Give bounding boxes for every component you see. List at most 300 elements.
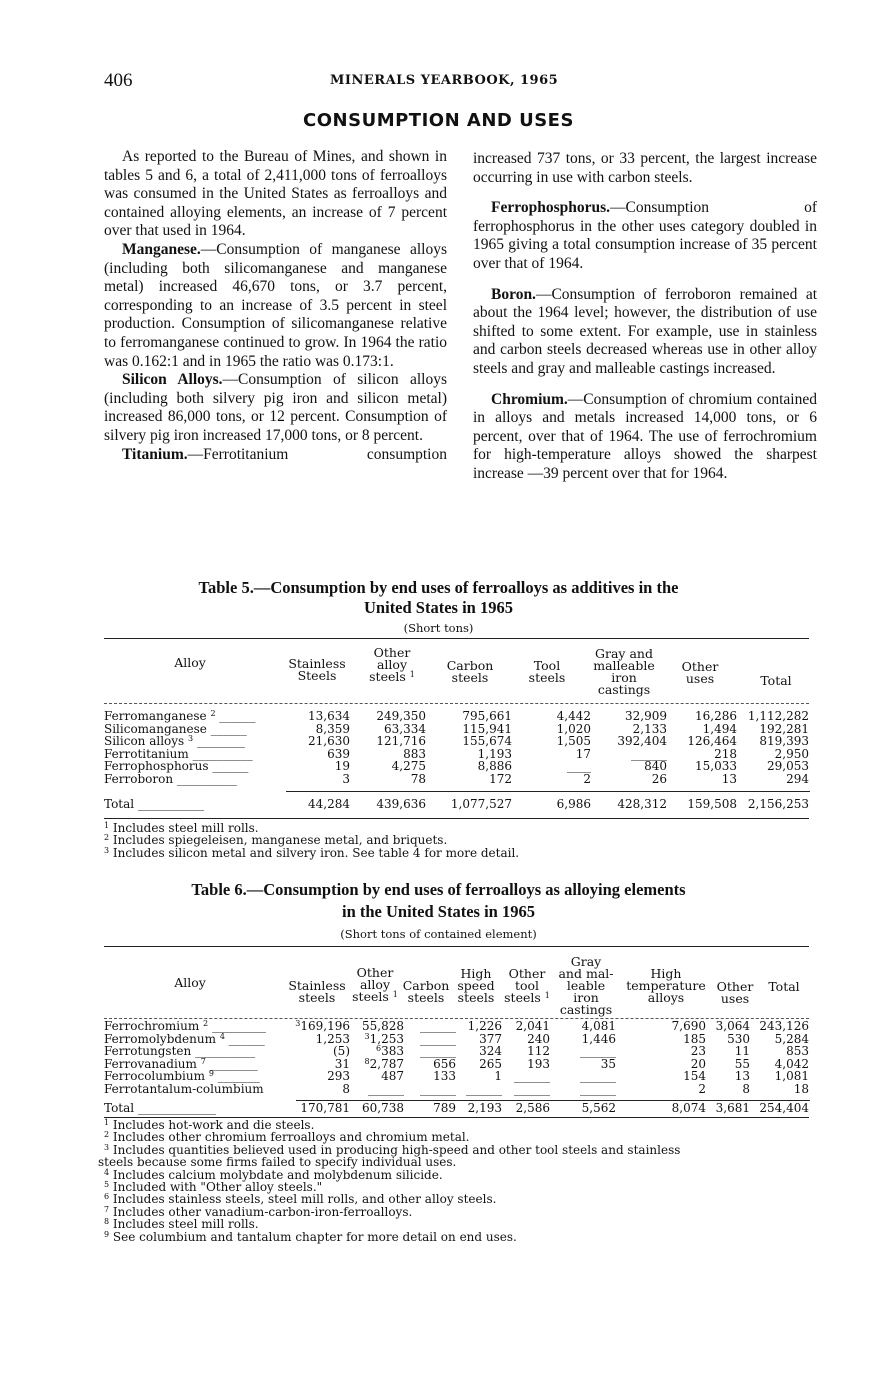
text-column-left xyxy=(104,148,447,464)
cell-value: 172 xyxy=(489,771,512,786)
value-cell xyxy=(550,1083,616,1096)
cell-value: 883 xyxy=(403,746,426,761)
value-cell xyxy=(350,1083,404,1096)
header-line: alloy xyxy=(376,657,408,672)
alloy-name: Ferrovanadium xyxy=(104,1056,197,1071)
footnote-text: Includes hot-work and die steels. xyxy=(112,1118,315,1132)
cell-value: 218 xyxy=(714,746,737,761)
header-line: temperature xyxy=(626,978,706,993)
footnote-mark: 3 xyxy=(295,1019,301,1028)
header-line: Gray and xyxy=(595,646,653,661)
alloy-name: Ferrocolumbium xyxy=(104,1069,205,1084)
dot-leader: ______ xyxy=(219,709,256,723)
value-cell xyxy=(616,1083,706,1096)
cell-value: ______ xyxy=(514,1069,550,1084)
cell-value: 2 xyxy=(698,1081,706,1096)
value-cell xyxy=(284,798,350,811)
dot-leader: _________ xyxy=(211,1019,266,1033)
cell-value: 254,404 xyxy=(759,1101,809,1115)
cell-value: 35 xyxy=(600,1056,616,1071)
cell-value: 159,508 xyxy=(687,797,737,811)
paragraph-boron xyxy=(473,286,817,379)
cell-value: 13 xyxy=(721,771,737,786)
cell-value: 2,193 xyxy=(467,1101,502,1115)
cell-value: ______ xyxy=(580,1069,616,1084)
cell-value: 2 xyxy=(583,771,591,786)
header-text: steels xyxy=(369,669,406,684)
footnote-text: Includes stainless steels, steel mill rolls, and other alloy steels. xyxy=(112,1192,497,1207)
footnote-mark: 4 xyxy=(219,1031,225,1041)
cell-value: 294 xyxy=(786,771,809,786)
cell-value: 20 xyxy=(690,1056,706,1071)
table6-header-alloy: Alloy xyxy=(174,975,206,990)
run-in-heading: Ferrophosphorus. xyxy=(491,199,610,217)
cell-value: 4,275 xyxy=(391,759,426,774)
footnote-mark: 4 xyxy=(104,1167,110,1177)
cell-value: 44,284 xyxy=(308,797,350,811)
cell-value: 392,404 xyxy=(617,734,667,749)
dot-leader: ________ xyxy=(209,1056,258,1071)
header-line: alloy xyxy=(359,977,391,992)
alloy-name: Ferrotitanium xyxy=(104,746,189,761)
table6-header-high-temp xyxy=(620,968,712,1004)
header-line: Carbon xyxy=(446,658,494,673)
cell-value: 112 xyxy=(527,1044,550,1059)
footnote xyxy=(104,1231,680,1243)
footnote-mark: 3 xyxy=(104,845,110,855)
paragraph-body: —Consumption of manganese alloys (including both silicomanganese and manganese metal) increased 46,670 tons, or 3.7 percent, corresponding to an increase of 3.5 percent in steel production. Consumption of silicomanganese relative to ferromanganese continued to grow. In 1964 the ratio was 0.162:1 and in 1965 the ratio was 0.173:1. xyxy=(104,240,447,370)
cell-value: ______ xyxy=(580,1044,616,1059)
header-line xyxy=(350,991,400,1003)
cell-value: 115,941 xyxy=(462,721,512,736)
header-line xyxy=(360,671,424,683)
alloy-name-cell xyxy=(104,773,284,786)
footnote-mark: 9 xyxy=(104,1229,110,1239)
cell-value: 2,787 xyxy=(369,1056,404,1071)
value-cell xyxy=(456,1083,502,1096)
header-line: Other xyxy=(716,979,754,994)
cell-value: ______ xyxy=(420,1081,456,1096)
header-line: steels xyxy=(298,990,336,1005)
alloy-name: Total xyxy=(104,1101,135,1115)
value-cell xyxy=(284,760,350,773)
alloy-name: Ferromanganese xyxy=(104,709,207,723)
footnote-text: Includes calcium molybdate and molybdenum silicide. xyxy=(112,1167,443,1182)
text-column-right xyxy=(473,150,817,484)
alloy-name: Silicomanganese xyxy=(104,721,207,736)
run-in-heading: Chromium. xyxy=(491,390,568,408)
cell-value: 2,586 xyxy=(515,1101,550,1115)
alloy-name: Silicon alloys xyxy=(104,734,185,749)
alloy-name: Ferrotantalum-columbium xyxy=(104,1081,264,1096)
cell-value: 428,312 xyxy=(617,797,667,811)
cell-value: 1,494 xyxy=(702,721,737,736)
footnote-text: Includes other chromium ferroalloys and chromium metal. xyxy=(112,1130,470,1145)
table6-header-other-tool xyxy=(500,968,554,1004)
cell-value: 4,042 xyxy=(774,1056,809,1071)
cell-value: 1,193 xyxy=(477,746,512,761)
cell-value: ____ xyxy=(567,759,591,774)
table6-header-total: Total xyxy=(768,979,800,994)
header-line: malleable xyxy=(593,658,655,673)
cell-value: 32,909 xyxy=(625,709,667,723)
cell-value: 8,359 xyxy=(315,721,350,736)
footnote-mark: 7 xyxy=(200,1056,206,1066)
cell-value: 15,033 xyxy=(695,759,737,774)
cell-value: ______ xyxy=(420,1031,456,1046)
table5-header-other-uses xyxy=(670,661,730,685)
dot-leader: ______ xyxy=(210,721,247,736)
section-title: CONSUMPTION AND USES xyxy=(303,110,574,131)
table5-subtitle: (Short tons) xyxy=(403,621,474,635)
cell-value: 19 xyxy=(334,759,350,774)
value-cell xyxy=(350,773,426,786)
footnote-text: See columbium and tantalum chapter for more detail on end uses. xyxy=(112,1229,517,1244)
table6-footnotes xyxy=(98,1118,681,1244)
footnote-mark: 1 xyxy=(409,670,415,679)
footnote-text: Includes spiegeleisen, manganese metal, and briquets. xyxy=(112,833,448,848)
value-cell xyxy=(737,773,809,786)
footnote-mark: 7 xyxy=(104,1204,110,1214)
footnote-mark: 1 xyxy=(544,991,550,1000)
cell-value: 8 xyxy=(742,1081,750,1096)
cell-value: 4,081 xyxy=(581,1019,616,1033)
cell-value: 63,334 xyxy=(384,721,426,736)
cell-value: 121,716 xyxy=(376,734,426,749)
header-line: tool xyxy=(514,978,540,993)
table5-header-other-alloy xyxy=(360,647,424,683)
table6-header-other-alloy xyxy=(350,967,400,1003)
value-cell xyxy=(294,1102,350,1115)
cell-value: 1,077,527 xyxy=(450,797,512,811)
cell-value: 16,286 xyxy=(695,709,737,723)
cell-value: 853 xyxy=(786,1044,809,1059)
dot-leader: _______ xyxy=(217,1069,260,1084)
dot-leader: ________ xyxy=(196,734,245,749)
header-line: Other xyxy=(681,659,719,674)
value-cell xyxy=(667,798,737,811)
footnote-mark: 6 xyxy=(104,1192,110,1202)
run-in-heading: Titanium. xyxy=(122,445,188,463)
header-line: uses xyxy=(720,991,750,1006)
alloy-name-cell xyxy=(104,1102,294,1115)
table6-top-rule xyxy=(104,946,809,947)
header-line: Carbon xyxy=(402,978,450,993)
total-row xyxy=(104,1102,809,1115)
value-cell xyxy=(706,1083,750,1096)
cell-value: 26 xyxy=(651,771,667,786)
page-number: 406 xyxy=(104,70,133,91)
footnote-mark: 9 xyxy=(208,1069,214,1079)
table5-title-line1: Table 5.—Consumption by end uses of ferroalloys as additives in the xyxy=(198,578,679,597)
cell-value: (5) xyxy=(333,1044,350,1059)
header-line: Other xyxy=(508,966,546,981)
header-line: Stainless xyxy=(288,978,346,993)
footnote-text: Includes steel mill rolls. xyxy=(112,1217,259,1232)
dot-leader: ______ xyxy=(228,1031,265,1046)
cell-value: 439,636 xyxy=(376,797,426,811)
cell-value: 293 xyxy=(327,1069,350,1084)
value-cell xyxy=(350,1102,404,1115)
header-line: High xyxy=(650,966,682,981)
value-cell xyxy=(616,1102,706,1115)
header-line: Other xyxy=(373,645,411,660)
cell-value: 11 xyxy=(734,1044,750,1059)
cell-value: 5,562 xyxy=(581,1101,616,1115)
value-cell xyxy=(737,798,809,811)
header-line xyxy=(500,992,554,1004)
run-in-heading: Silicon Alloys. xyxy=(122,371,223,389)
cell-value: 383 xyxy=(381,1044,404,1059)
cell-value: 1,226 xyxy=(467,1019,502,1033)
table5-header-stainless xyxy=(280,658,354,682)
table6-header-carbon xyxy=(400,980,452,1004)
header-line: and mal- xyxy=(558,966,614,981)
cell-value: 2,156,253 xyxy=(747,797,809,811)
footnote-continuation: steels because some firms failed to specify individual uses. xyxy=(98,1155,457,1170)
paragraph-silicon xyxy=(104,371,447,445)
footnote-mark: 3 xyxy=(364,1031,370,1041)
cell-value: 31 xyxy=(334,1056,350,1071)
cell-value: 154 xyxy=(683,1069,706,1084)
header-line: iron xyxy=(611,670,637,685)
cell-value: 18 xyxy=(793,1081,809,1096)
cell-value: 1,253 xyxy=(315,1031,350,1046)
footnote-mark: 6 xyxy=(376,1044,382,1054)
value-cell xyxy=(706,1102,750,1115)
footnote-mark: 2 xyxy=(104,833,110,843)
header-text: steels xyxy=(504,990,541,1005)
footnote-mark: 2 xyxy=(210,709,216,718)
footnote xyxy=(104,847,519,859)
value-cell xyxy=(512,760,591,773)
header-line: castings xyxy=(597,682,651,697)
header-text: steels xyxy=(352,989,389,1004)
table6-header-other-uses xyxy=(712,981,758,1005)
table5-header-alloy: Alloy xyxy=(174,655,206,670)
value-cell xyxy=(294,1083,350,1096)
header-line: speed xyxy=(457,978,495,993)
value-cell xyxy=(512,798,591,811)
alloy-name: Ferromolybdenum xyxy=(104,1031,216,1046)
table5-total xyxy=(104,798,809,811)
cell-value: 3,681 xyxy=(715,1101,750,1115)
value-cell xyxy=(426,773,512,786)
header-line: steels xyxy=(451,670,489,685)
paragraph-body: —Ferrotitanium consumption xyxy=(187,445,447,463)
paragraph-body: —Consumption of ferroboron remained at about the 1964 level; however, the distribution of use shifted to some extent. For example, use in stainless and carbon steels decreased whereas use in other alloy steels and gray and malleable castings increased. xyxy=(473,285,817,377)
cell-value: 1,505 xyxy=(556,734,591,749)
header-line: Steels xyxy=(297,668,337,683)
cell-value: 377 xyxy=(479,1031,502,1046)
value-cell xyxy=(591,798,667,811)
table6-body xyxy=(104,1020,809,1096)
alloy-name-cell xyxy=(104,798,284,811)
table6-header-gray xyxy=(552,956,620,1016)
footnote-text: Includes quantities believed used in producing high-speed and other tool steels and stainless xyxy=(112,1142,681,1157)
cell-value: 1 xyxy=(494,1069,502,1084)
table6-header-stainless xyxy=(284,980,350,1004)
table5-header-gray xyxy=(583,648,665,696)
value-cell xyxy=(512,773,591,786)
alloy-name: Ferroboron xyxy=(104,771,174,786)
cell-value: 240 xyxy=(527,1031,550,1046)
header-line: iron xyxy=(573,990,599,1005)
cell-value: 2,133 xyxy=(632,721,667,736)
cell-value: 133 xyxy=(433,1069,456,1084)
cell-value: ______ xyxy=(368,1081,404,1096)
cell-value: 324 xyxy=(479,1044,502,1059)
cell-value: 2,950 xyxy=(774,746,809,761)
run-in-heading: Manganese. xyxy=(122,240,201,258)
paragraph-intro: As reported to the Bureau of Mines, and shown in tables 5 and 6, a total of 2,411,000 tons of ferroalloys was consumed in the United States as ferroalloys and contained alloying elements, an increase of 7 percent over that used in 1964. xyxy=(104,148,447,240)
dot-leader: __________ xyxy=(195,1044,256,1059)
cell-value: 5,284 xyxy=(774,1031,809,1046)
table5-body xyxy=(104,710,809,786)
cell-value: 21,630 xyxy=(308,734,350,749)
cell-value: 840 xyxy=(644,759,667,774)
value-cell xyxy=(426,798,512,811)
value-cell xyxy=(750,1083,809,1096)
cell-value: 795,661 xyxy=(462,709,512,723)
cell-value: 155,674 xyxy=(462,734,512,749)
table5-top-rule xyxy=(104,638,809,639)
footnote-mark: 1 xyxy=(104,821,110,830)
cell-value: ______ xyxy=(466,1081,502,1096)
header-line: High xyxy=(460,966,492,981)
table-row xyxy=(104,773,809,786)
cell-value: 8,074 xyxy=(671,1101,706,1115)
cell-value: 29,053 xyxy=(767,759,809,774)
cell-value: 1,253 xyxy=(369,1031,404,1046)
cell-value: 4,442 xyxy=(556,709,591,723)
footnote-text: Includes steel mill rolls. xyxy=(112,821,259,835)
header-line: Stainless xyxy=(288,656,346,671)
header-line: alloys xyxy=(647,990,685,1005)
footnote-mark: 2 xyxy=(104,1130,110,1140)
alloy-name: Ferrotungsten xyxy=(104,1044,192,1059)
alloy-name-cell xyxy=(104,1083,294,1096)
cell-value: 487 xyxy=(381,1069,404,1084)
header-line: castings xyxy=(559,1002,613,1017)
header-line: leable xyxy=(566,978,606,993)
footnote-mark: 2 xyxy=(203,1019,209,1028)
value-cell xyxy=(591,773,667,786)
alloy-name: Ferrophosphorus xyxy=(104,759,209,774)
cell-value: 192,281 xyxy=(759,721,809,736)
table5-header-total: Total xyxy=(760,673,792,688)
cell-value: 17 xyxy=(575,746,591,761)
header-line: Other xyxy=(356,965,394,980)
cell-value: 13 xyxy=(734,1069,750,1084)
paragraph-titanium-cont: increased 737 tons, or 33 percent, the largest increase occurring in use with carbon steels. xyxy=(473,150,817,186)
value-cell xyxy=(350,798,426,811)
cell-value: 3 xyxy=(342,771,350,786)
footnote-text: Included with "Other alloy steels." xyxy=(112,1180,323,1195)
table6-subtitle: (Short tons of contained element) xyxy=(340,927,537,941)
table5-header-carbon xyxy=(438,660,502,684)
paragraph-body: —Consumption of chromium contained in alloys and metals increased 14,000 tons, or 6 percent, over that of 1964. The use of ferrochromium for high-temperature alloys showed the sharpest increase —39 percent over that for 1964. xyxy=(473,390,817,482)
paragraph-body: —Consumption of silicon alloys (including both silvery pig iron and silicon metal) increased 86,000 tons, or 12 percent. Consumption of silvery pig iron increased 17,000 tons, or 8 percent. xyxy=(104,371,447,444)
cell-value: 1,446 xyxy=(581,1031,616,1046)
cell-value: ______ xyxy=(631,746,667,761)
value-cell xyxy=(750,1102,809,1115)
header-line: steels xyxy=(528,670,566,685)
cell-value: 193 xyxy=(527,1056,550,1071)
dot-leader: _____________ xyxy=(137,1101,216,1115)
alloy-name: Total xyxy=(104,797,135,811)
value-cell xyxy=(616,1070,706,1083)
paragraph-chromium xyxy=(473,391,817,484)
paragraph-ferrophosphorus xyxy=(473,199,817,273)
cell-value: 249,350 xyxy=(376,709,426,723)
header-line: steels xyxy=(457,990,495,1005)
cell-value: 1,112,282 xyxy=(747,709,809,723)
cell-value: 169,196 xyxy=(300,1019,350,1033)
cell-value: 13,634 xyxy=(308,709,350,723)
header-line: Tool xyxy=(533,658,561,673)
cell-value: 185 xyxy=(683,1031,706,1046)
header-line: uses xyxy=(685,671,715,686)
running-head: MINERALS YEARBOOK, 1965 xyxy=(330,73,559,88)
cell-value: 170,781 xyxy=(300,1101,350,1115)
paragraph-body: —Consumption of ferrophosphorus in the other uses category doubled in 1965 giving a total consumption increase of 35 percent over that of 1964. xyxy=(473,199,817,272)
table6-total xyxy=(104,1102,809,1115)
footnote-mark: 3 xyxy=(188,734,194,744)
cell-value: ______ xyxy=(420,1044,456,1059)
dot-leader: ___________ xyxy=(137,797,204,811)
cell-value: ______ xyxy=(420,1019,456,1033)
cell-value: 8,886 xyxy=(477,759,512,774)
table5-header-tool xyxy=(518,660,576,684)
cell-value: 55 xyxy=(734,1056,750,1071)
table5-footnotes xyxy=(104,822,519,859)
footnote-mark: 1 xyxy=(104,1118,110,1127)
cell-value: 6,986 xyxy=(556,797,591,811)
cell-value: ______ xyxy=(514,1081,550,1096)
cell-value: 243,126 xyxy=(759,1019,809,1033)
value-cell xyxy=(404,1102,456,1115)
value-cell xyxy=(284,773,350,786)
footnote-text: Includes other vanadium-carbon-iron-ferroalloys. xyxy=(112,1204,413,1219)
run-in-heading: Boron. xyxy=(491,285,536,303)
table6-title-line2: in the United States in 1965 xyxy=(342,902,535,921)
value-cell xyxy=(502,1102,550,1115)
paragraph-manganese xyxy=(104,241,447,371)
paragraph-titanium xyxy=(104,446,447,465)
header-line: steels xyxy=(407,990,445,1005)
cell-value: 60,738 xyxy=(362,1101,404,1115)
table6-header-high-speed xyxy=(452,968,500,1004)
cell-value: 3,064 xyxy=(715,1019,750,1033)
table5-header-rule xyxy=(104,703,809,704)
cell-value: 126,464 xyxy=(687,734,737,749)
value-cell xyxy=(667,773,737,786)
footnote-mark: 1 xyxy=(392,990,398,999)
cell-value: 8 xyxy=(342,1081,350,1096)
cell-value: 78 xyxy=(410,771,426,786)
cell-value: 819,393 xyxy=(759,734,809,749)
table5-total-rule xyxy=(286,791,810,792)
value-cell xyxy=(456,1102,502,1115)
table6-title-line1: Table 6.—Consumption by end uses of ferroalloys as alloying elements xyxy=(191,880,686,899)
dot-leader: ______ xyxy=(212,759,249,774)
cell-value: 530 xyxy=(727,1031,750,1046)
table5-title-line2: United States in 1965 xyxy=(364,598,513,617)
alloy-name: Ferrochromium xyxy=(104,1019,200,1033)
dot-leader: __________ xyxy=(192,746,253,761)
cell-value: 639 xyxy=(327,746,350,761)
